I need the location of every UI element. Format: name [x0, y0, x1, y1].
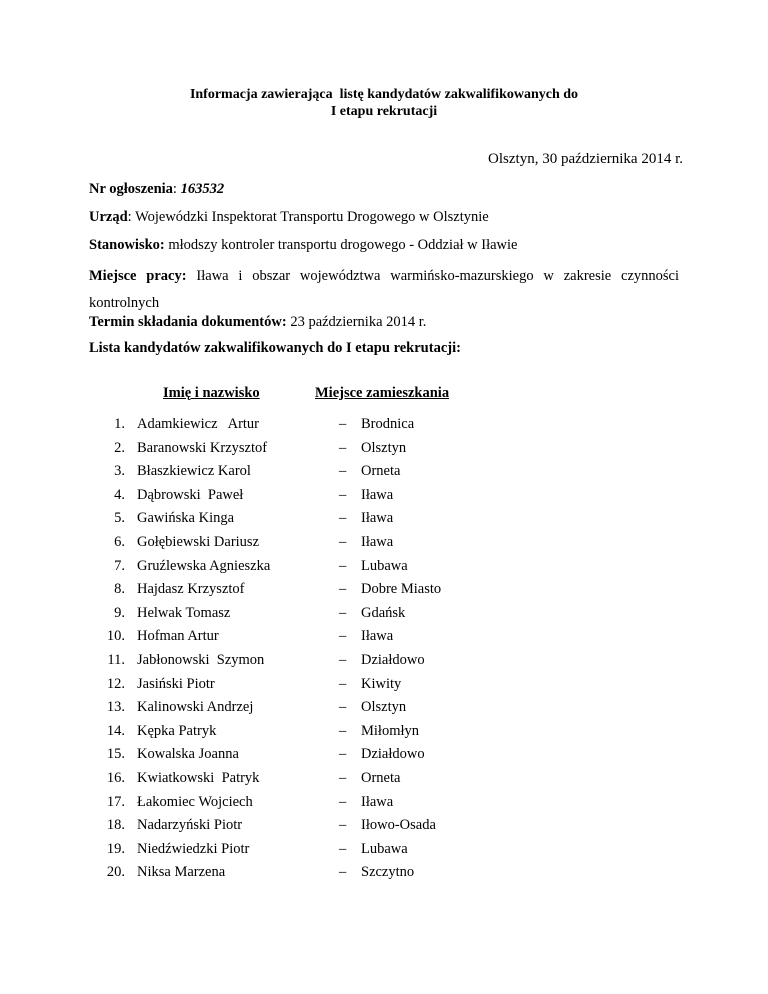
table-row [0, 487, 768, 509]
row-number: 6. [114, 534, 125, 550]
row-dash: – [339, 864, 347, 880]
row-dash: – [339, 770, 347, 786]
candidate-name: Hofman Artur [137, 628, 219, 644]
row-dash: – [339, 416, 347, 432]
row-number: 8. [114, 581, 125, 597]
row-number: 3. [114, 463, 125, 479]
office-value: Wojewódzki Inspektorat Transportu Drogowego w Olsztynie [135, 209, 489, 225]
row-number: 10. [106, 628, 125, 644]
candidate-name: Kalinowski Andrzej [137, 699, 254, 715]
row-number: 1. [114, 416, 125, 432]
position-line [89, 235, 679, 255]
candidate-name: Niedźwiedzki Piotr [137, 841, 250, 857]
deadline-label: Termin składania dokumentów: [89, 314, 287, 330]
row-dash: – [339, 510, 347, 526]
candidate-place: Iława [361, 534, 394, 550]
workplace-value: Iława i obszar województwa warmińsko-mazurskiego w zakresie czynności kontrolnych [89, 268, 680, 311]
candidate-name: Baranowski Krzysztof [137, 440, 268, 456]
row-dash: – [339, 487, 347, 503]
list-heading: Lista kandydatów zakwalifikowanych do I etapu rekrutacji: [89, 340, 461, 356]
table-row [0, 416, 768, 438]
candidate-place: Iława [361, 628, 394, 644]
ad-number-value: 163532 [180, 181, 225, 197]
row-number: 11. [107, 652, 125, 668]
candidate-name: Kępka Patryk [137, 723, 217, 739]
title-line-2: I etapu rekrutacji [330, 104, 438, 119]
row-number: 16. [106, 770, 125, 786]
candidate-place: Działdowo [361, 746, 425, 762]
candidate-place: Iłowo-Osada [361, 817, 436, 833]
candidate-place: Szczytno [361, 864, 415, 880]
row-dash: – [339, 676, 347, 692]
candidate-name: Dąbrowski Paweł [137, 487, 244, 503]
candidate-place: Olsztyn [361, 440, 407, 456]
table-row [0, 652, 768, 674]
candidate-place: Miłomłyn [361, 723, 420, 739]
row-dash: – [339, 605, 347, 621]
table-row [0, 628, 768, 650]
candidate-place: Brodnica [361, 416, 415, 432]
candidate-name: Gawińska Kinga [137, 510, 235, 526]
deadline-line [89, 312, 679, 332]
position-value: młodszy kontroler transportu drogowego - Oddział w Iławie [168, 237, 518, 253]
row-number: 18. [106, 817, 125, 833]
table-row [0, 746, 768, 768]
row-dash: – [339, 463, 347, 479]
candidate-name: Hajdasz Krzysztof [137, 581, 245, 597]
row-number: 19. [106, 841, 125, 857]
table-row [0, 558, 768, 580]
row-dash: – [339, 558, 347, 574]
candidate-place: Działdowo [361, 652, 425, 668]
deadline-value: 23 października 2014 r. [290, 314, 427, 330]
candidate-place: Iława [361, 510, 394, 526]
ad-number-line: Nr ogłoszenia: 163532 [89, 181, 225, 197]
table-row [0, 534, 768, 556]
table-row [0, 723, 768, 745]
candidate-place: Lubawa [361, 841, 408, 857]
row-dash: – [339, 652, 347, 668]
row-number: 2. [114, 440, 125, 456]
candidate-name: Gruźlewska Agnieszka [137, 558, 271, 574]
row-dash: – [339, 699, 347, 715]
candidate-name: Kowalska Joanna [137, 746, 239, 762]
candidate-place: Orneta [361, 463, 401, 479]
candidate-name: Adamkiewicz Artur [137, 416, 260, 432]
candidate-name: Łakomiec Wojciech [137, 794, 253, 810]
table-row [0, 817, 768, 839]
candidate-name: Gołębiewski Dariusz [137, 534, 260, 550]
row-dash: – [339, 440, 347, 456]
row-number: 12. [106, 676, 125, 692]
office-line: Urząd: Wojewódzki Inspektorat Transportu Drogowego w Olsztynie [89, 209, 489, 225]
row-dash: – [339, 628, 347, 644]
table-row [0, 841, 768, 863]
candidate-place: Kiwity [361, 676, 402, 692]
office-label: Urząd [89, 209, 128, 225]
column-header-name: Imię i nazwisko [163, 385, 260, 401]
candidate-place: Iława [361, 487, 394, 503]
table-row [0, 676, 768, 698]
candidate-place: Iława [361, 794, 394, 810]
table-row [0, 794, 768, 816]
table-row [0, 440, 768, 462]
candidate-name: Nadarzyński Piotr [137, 817, 243, 833]
table-row [0, 510, 768, 532]
candidate-place: Dobre Miasto [361, 581, 442, 597]
row-dash: – [339, 746, 347, 762]
candidate-place: Olsztyn [361, 699, 407, 715]
candidate-name: Helwak Tomasz [137, 605, 231, 621]
row-number: 13. [106, 699, 125, 715]
row-dash: – [339, 817, 347, 833]
row-dash: – [339, 534, 347, 550]
candidate-name: Jabłonowski Szymon [137, 652, 265, 668]
column-header-place: Miejsce zamieszkania [315, 385, 450, 401]
table-row [0, 605, 768, 627]
candidate-place: Lubawa [361, 558, 408, 574]
row-dash: – [339, 794, 347, 810]
title-line-1: Informacja zawierająca listę kandydatów zakwalifikowanych do [189, 87, 579, 102]
list-heading-line [89, 338, 679, 358]
document-title [0, 86, 768, 120]
candidate-name: Kwiatkowski Patryk [137, 770, 260, 786]
row-dash: – [339, 841, 347, 857]
row-number: 15. [106, 746, 125, 762]
workplace-label: Miejsce pracy: [89, 268, 187, 284]
row-number: 5. [114, 510, 125, 526]
ad-number-label: Nr ogłoszenia [89, 181, 173, 197]
table-row [0, 463, 768, 485]
table-row [0, 581, 768, 603]
row-number: 14. [106, 723, 125, 739]
candidate-place: Orneta [361, 770, 401, 786]
position-label: Stanowisko: [89, 237, 165, 253]
row-dash: – [339, 723, 347, 739]
row-number: 4. [114, 487, 125, 503]
candidate-name: Niksa Marzena [137, 864, 226, 880]
candidate-name: Błaszkiewicz Karol [137, 463, 251, 479]
row-dash: – [339, 581, 347, 597]
row-number: 17. [106, 794, 125, 810]
row-number: 9. [114, 605, 125, 621]
candidate-place: Gdańsk [361, 605, 406, 621]
workplace-line [89, 263, 679, 317]
document-date: Olsztyn, 30 października 2014 r. [488, 151, 683, 167]
candidate-name: Jasiński Piotr [137, 676, 215, 692]
table-row [0, 699, 768, 721]
table-row [0, 864, 768, 886]
row-number: 7. [114, 558, 125, 574]
row-number: 20. [106, 864, 125, 880]
table-row [0, 770, 768, 792]
